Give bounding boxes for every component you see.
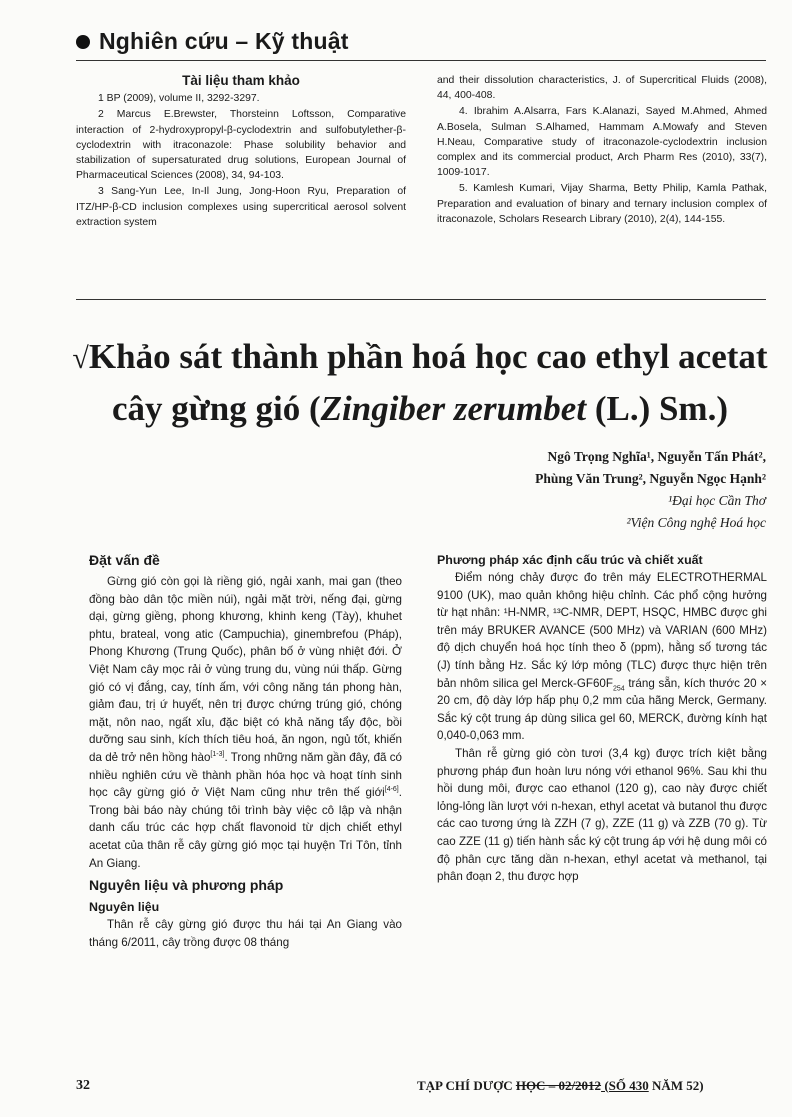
article-title-line1: √Khảo sát thành phần hoá học cao ethyl acetat <box>72 337 768 376</box>
methods-paragraph: Thân rễ gừng gió còn tươi (3,4 kg) được trích kiệt bằng phương pháp đun hoàn lưu nóng với ethanol 96%. Sau khi thu hồi dung môi, được cao ethanol (120 g), cao này được chiết lỏng-lỏng lần lượt với n-hexan, ethyl acetat và butanol thu được các cao tương ứng là ZZH (7 g), ZZE (11 g) và ZZB (70 g). Từ cao ZZE (11 g) tiến hành sắc ký cột trung áp với hệ dung môi có độ phân cực tăng dần n-hexan, ethyl acetat và methanol, tại phân đoạn 2, thu được hợp <box>437 746 767 884</box>
intro-paragraph: Gừng gió còn gọi là riềng gió, ngải xanh, mai gan (theo đồng bào dân tộc miền núi), ngải mặt trời, nếng đại, gừng dại, gừng giềng, phong khương, khinh keng (Tày), khuhet phtu, brateal, vong atic (Campuchia), ginembrefou (Pháp), Phong Khương (Trung Quốc), phân bố ở vùng nhiệt đới. Ở Việt Nam cây mọc rải ở vùng trung du, vùng núi thấp. Gừng gió có vị đắng, cay, tính ấm, với công năng tán phong hàn, giảm đau, trị ứ huyết, nên trị được chứng trúng gió, chóng mặt, nôn nao, ngất xỉu, đặc biệt có khả năng tẩy độc, bồi dưỡng sau sinh, kích thích tiêu hoá, ăn ngon, ngủ tốt, khiến da dẻ trở nên hồng hào[1-3]. Trong những năm gần đây, đã có nhiều nghiên cứu về thành phần hóa học và hoạt tính sinh học cây gừng gió ở Việt Nam cũng như trên thế giới[4-6]. Trong bài báo này chúng tôi trình bày việc cô lập và nhận danh cấu trúc các hợp chất flavonoid từ dịch chiết ethyl acetat của thân rễ cây gừng gió mọc tại huyện Tri Tôn, tỉnh An Giang. <box>89 575 402 870</box>
section-header <box>76 28 349 55</box>
article-title <box>70 332 770 434</box>
references-title: Tài liệu tham khảo <box>182 73 300 88</box>
materials-heading: Nguyên liệu và phương pháp <box>89 877 284 894</box>
body-left-column <box>89 551 402 951</box>
reference-item: 3 Sang-Yun Lee, In-Il Jung, Jong-Hoon Ryu, Preparation of ITZ/HP-β-CD inclusion complexes using supercritical aerosol solvent extraction system <box>76 186 406 228</box>
section-title: Nghiên cứu – Kỹ thuật <box>99 28 349 54</box>
intro-heading: Đặt vấn đề <box>89 552 160 568</box>
reference-item: 5. Kamlesh Kumari, Vijay Sharma, Betty Philip, Kamla Pathak, Preparation and evaluation of binary and ternary inclusion complex of itraconazole, Scholars Research Library (2010), 2(4), 144-155. <box>437 183 768 225</box>
checkmark-icon: √ <box>72 342 89 375</box>
references-right-column <box>437 73 767 228</box>
materials-subheading: Nguyên liệu <box>89 900 160 915</box>
reference-item: 2 Marcus E.Brewster, Thorsteinn Loftsson, Comparative interaction of 2-hydroxypropyl-β-cyclodextrin and sulfobutylether-β-cyclodextrin with itraconazole: Phase solubility behavior and stabilization of supersaturated drug solutions, European Journal of Pharmaceutical Sciences (2008), 34, 94-103. <box>76 109 406 182</box>
authors-line: Ngô Trọng Nghĩa¹, Nguyễn Tấn Phát², <box>547 449 766 464</box>
reference-item: 1 BP (2009), volume II, 3292-3297. <box>98 93 260 105</box>
journal-footer: TẠP CHÍ DƯỢC HỌC – 02/2012 (SỐ 430 NĂM 52) <box>417 1078 704 1093</box>
authors-line: Phùng Văn Trung², Nguyễn Ngọc Hạnh² <box>535 471 766 486</box>
page-number: 32 <box>76 1078 90 1093</box>
references-left-column <box>76 73 406 231</box>
affiliation: ¹Đại học Cần Thơ <box>668 493 766 508</box>
methods-heading: Phương pháp xác định cấu trúc và chiết xuất <box>437 553 703 567</box>
body-right-column <box>437 551 767 886</box>
header-rule <box>76 60 766 61</box>
reference-item: 4. Ibrahim A.Alsarra, Fars K.Alanazi, Sayed M.Ahmed, Ahmed A.Bosela, Sulman S.Alhamed, Hammam A.Mowafy and Steven H.Neau, Comparative study of itraconazole-cyclodextrin inclusion complex and its commercial product, Arch Pharm Res (2010), 33(7), 1009-1017. <box>437 106 767 179</box>
references-bottom-rule <box>76 299 766 300</box>
methods-paragraph: Điểm nóng chảy được đo trên máy ELECTROTHERMAL 9100 (UK), mao quản không hiệu chỉnh. Các phổ cộng hưởng từ hạt nhân: ¹H-NMR, ¹³C-NMR, DEPT, HSQC, HMBC được ghi trên máy BRUKER AVANCE (500 MHz) và VARIAN (600 MHz) độ dịch chuyển hoá học tính theo δ (ppm), hằng số tương tác (J) tính bằng Hz. Sắc ký lớp mỏng (TLC) được thực hiện trên bản nhôm silica gel Merck-$GF60F_{254}$ tráng sẵn, kích thước 20 × 20 cm, độ dày lớp hấp phụ 0,2 mm của hãng Merck, Germany. Sắc ký cột trung áp dùng silica gel 60, MERCK, đường kính hạt 0,040-0,063 mm. <box>437 571 767 743</box>
affiliation: ²Viện Công nghệ Hoá học <box>626 515 766 530</box>
reference-item: and their dissolution characteristics, J. of Supercritical Fluids (2008), 44, 400-408. <box>437 75 767 102</box>
materials-paragraph: Thân rễ cây gừng gió được thu hái tại An Giang vào tháng 6/2011, cây trồng được 08 tháng <box>89 918 402 949</box>
authors-block <box>535 446 766 534</box>
article-title-line2: cây gừng gió (Zingiber zerumbet (L.) Sm.) <box>111 389 728 428</box>
bullet-icon <box>76 35 90 49</box>
